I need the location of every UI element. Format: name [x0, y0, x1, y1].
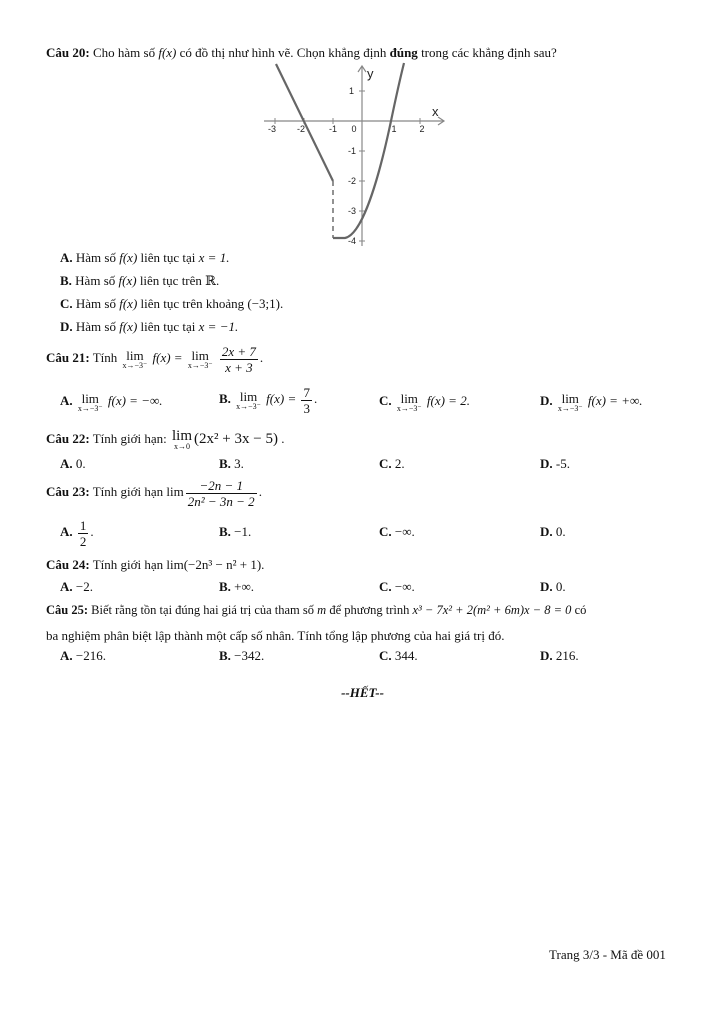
x-tick-label: 1	[391, 124, 397, 134]
x-tick-label: -1	[328, 124, 338, 134]
fraction: $\frac{2x + 7}{x + 3}$	[221, 343, 256, 375]
page-footer: Trang 3/3 - Mã đề 001	[549, 947, 666, 962]
fraction: $\frac{-2n - 1}{\text{2n² − 3n − 2}}$	[187, 477, 255, 509]
y-axis-label: y	[367, 66, 374, 81]
option-d: D. lim x→−3⁻ f(x) = +∞.	[540, 390, 643, 413]
option-a: A. −216.	[60, 648, 106, 663]
option-c: C. 344.	[379, 648, 418, 663]
function-graph	[262, 62, 450, 252]
question-21: Câu 21: Tính lim x→−3⁻ f(x) = lim x→−3⁻ $\frac{2x + 7}{x + 3}$ .	[46, 343, 264, 375]
question-20: Câu 20: Cho hàm số f(x) có đồ thị như hình vẽ. Chọn khẳng định đúng trong các khẳng định sau?	[46, 45, 557, 60]
x-tick-label: 0	[351, 124, 357, 134]
option-b: B. −1.	[219, 524, 252, 539]
question-label: Câu 23:	[46, 484, 90, 499]
y-tick-label: -2	[347, 176, 356, 186]
question-label: Câu 21:	[46, 350, 90, 365]
question-25: Câu 25: Biết rằng tồn tại đúng hai giá trị của tham số m để phương trình x³ − 7x² + 2(m² + 6m)x − 8 = 0 có	[46, 603, 587, 617]
option-d: D. 0.	[540, 579, 566, 594]
option-d: D. -5.	[540, 456, 570, 471]
limit-notation: lim x→−3⁻	[187, 347, 213, 370]
x-tick-label: -3	[267, 124, 277, 134]
graph-left-branch	[276, 64, 333, 181]
y-tick-label: -1	[347, 146, 356, 156]
option-b: B. −342.	[219, 648, 265, 663]
limit-notation: lim x→0	[172, 427, 193, 451]
option-d: D. 216.	[540, 648, 579, 663]
option-d: D. 0.	[540, 524, 566, 539]
option-b: B. lim x→−3⁻ f(x) = $\frac{7}{3}$ .	[219, 384, 318, 416]
option-c: C. −∞.	[379, 579, 415, 594]
option-a: A. Hàm số f(x) liên tục tại x = 1.	[60, 250, 230, 265]
question-label: Câu 24:	[46, 557, 90, 572]
option-c: C. −∞.	[379, 524, 415, 539]
question-label: Câu 22:	[46, 431, 90, 446]
y-tick-label: -4	[347, 236, 356, 246]
x-tick-label: 2	[419, 124, 425, 134]
option-b: B. +∞.	[219, 579, 255, 594]
question-label: Câu 25:	[46, 603, 89, 617]
graph-right-branch	[333, 63, 404, 238]
question-label: Câu 20:	[46, 45, 90, 60]
question-22: Câu 22: Tính giới hạn: lim x→0 (2x² + 3x − 5) .	[46, 427, 285, 451]
option-a: A. $\frac{1}{2}$ .	[60, 517, 94, 549]
option-b: B. Hàm số f(x) liên tục trên ℝ.	[60, 273, 220, 288]
x-tick-label: -2	[296, 124, 306, 134]
limit-notation: lim x→−3⁻	[122, 347, 148, 370]
option-c: C. lim x→−3⁻ f(x) = 2.	[379, 390, 470, 413]
option-d: D. Hàm số f(x) liên tục tại x = −1.	[60, 319, 239, 334]
option-c: C. Hàm số f(x) liên tục trên khoảng (−3;1).	[60, 296, 284, 311]
option-b: B. 3.	[219, 456, 244, 471]
option-a: A. 0.	[60, 456, 86, 471]
question-23: Câu 23: Tính giới hạn lim $\frac{-2n - 1}{\text{2n² − 3n − 2}}$ .	[46, 477, 262, 509]
option-a: A. −2.	[60, 579, 93, 594]
question-25-line2: ba nghiệm phân biệt lập thành một cấp số nhân. Tính tổng lập phương của hai giá trị đó.	[46, 628, 505, 643]
y-tick-label: 1	[348, 86, 354, 96]
question-24: Câu 24: Tính giới hạn lim(−2n³ − n² + 1).	[46, 557, 265, 572]
x-axis-label: x	[432, 104, 439, 119]
option-c: C. 2.	[379, 456, 405, 471]
y-tick-label: -3	[347, 206, 356, 216]
end-marker: --HẾT--	[341, 685, 384, 700]
option-a: A. lim x→−3⁻ f(x) = −∞.	[60, 390, 163, 413]
